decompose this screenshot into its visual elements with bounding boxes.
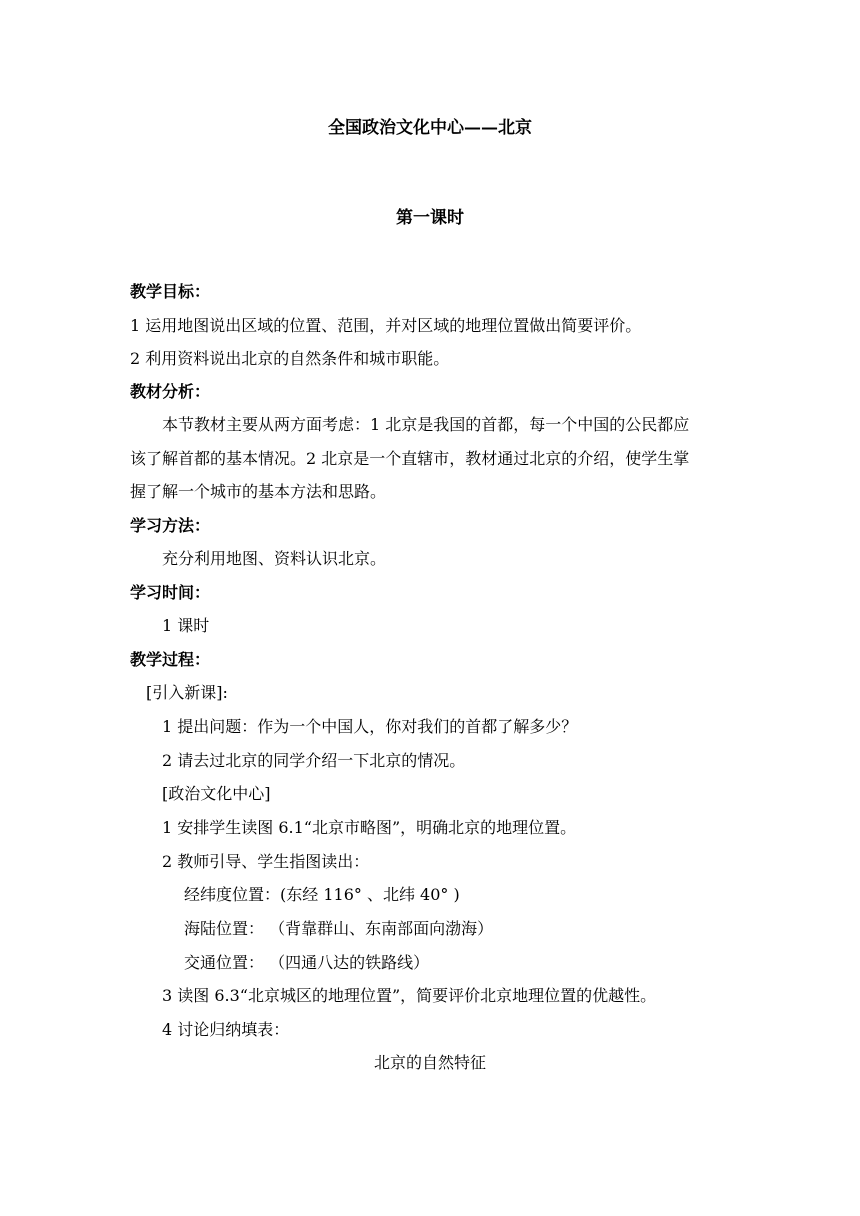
step-4: 4 讨论归纳填表： (162, 1020, 290, 1039)
intro-label: [引入新课]: (146, 683, 228, 702)
intro-step-1: 1 提出问题：作为一个中国人，你对我们的首都了解多少？ (162, 717, 578, 736)
step-2: 2 教师引导、学生指图读出： (162, 852, 370, 871)
time-heading: 学习时间： (130, 583, 211, 602)
step-1: 1 安排学生读图 6.1“北京市略图”，明确北京的地理位置。 (162, 818, 577, 837)
intro-step-2: 2 请去过北京的同学介绍一下北京的情况。 (162, 751, 466, 770)
document-title: 全国政治文化中心——北京 (328, 118, 532, 138)
analysis-line-1: 本节教材主要从两方面考虑：1 北京是我国的首都，每一个中国的公民都应 (162, 415, 690, 434)
goal-item-2: 2 利用资料说出北京的自然条件和城市职能。 (130, 349, 450, 368)
method-heading: 学习方法： (130, 516, 211, 535)
position-transport: 交通位置： （四通八达的铁路线） (184, 953, 430, 972)
position-latlon: 经纬度位置：(东经 116° 、北纬 40° ) (184, 885, 460, 904)
section-label: [政治文化中心] (162, 784, 271, 803)
goals-heading: 教学目标： (130, 282, 211, 301)
analysis-heading: 教材分析： (130, 382, 211, 401)
lesson-subtitle: 第一课时 (396, 208, 464, 228)
goal-item-1: 1 运用地图说出区域的位置、范围，并对区域的地理位置做出简要评价。 (130, 316, 642, 335)
method-text: 充分利用地图、资料认识北京。 (162, 549, 387, 568)
step-3: 3 读图 6.3“北京城区的地理位置”，简要评价北京地理位置的优越性。 (162, 986, 657, 1005)
analysis-line-3: 握了解一个城市的基本方法和思路。 (130, 482, 387, 501)
analysis-line-2: 该了解首都的基本情况。2 北京是一个直辖市，教材通过北京的介绍，使学生掌 (130, 449, 690, 468)
time-text: 1 课时 (162, 616, 210, 635)
table-title: 北京的自然特征 (373, 1053, 486, 1072)
position-sea-land: 海陆位置： （背靠群山、东南部面向渤海） (184, 919, 494, 938)
process-heading: 教学过程： (130, 650, 211, 669)
